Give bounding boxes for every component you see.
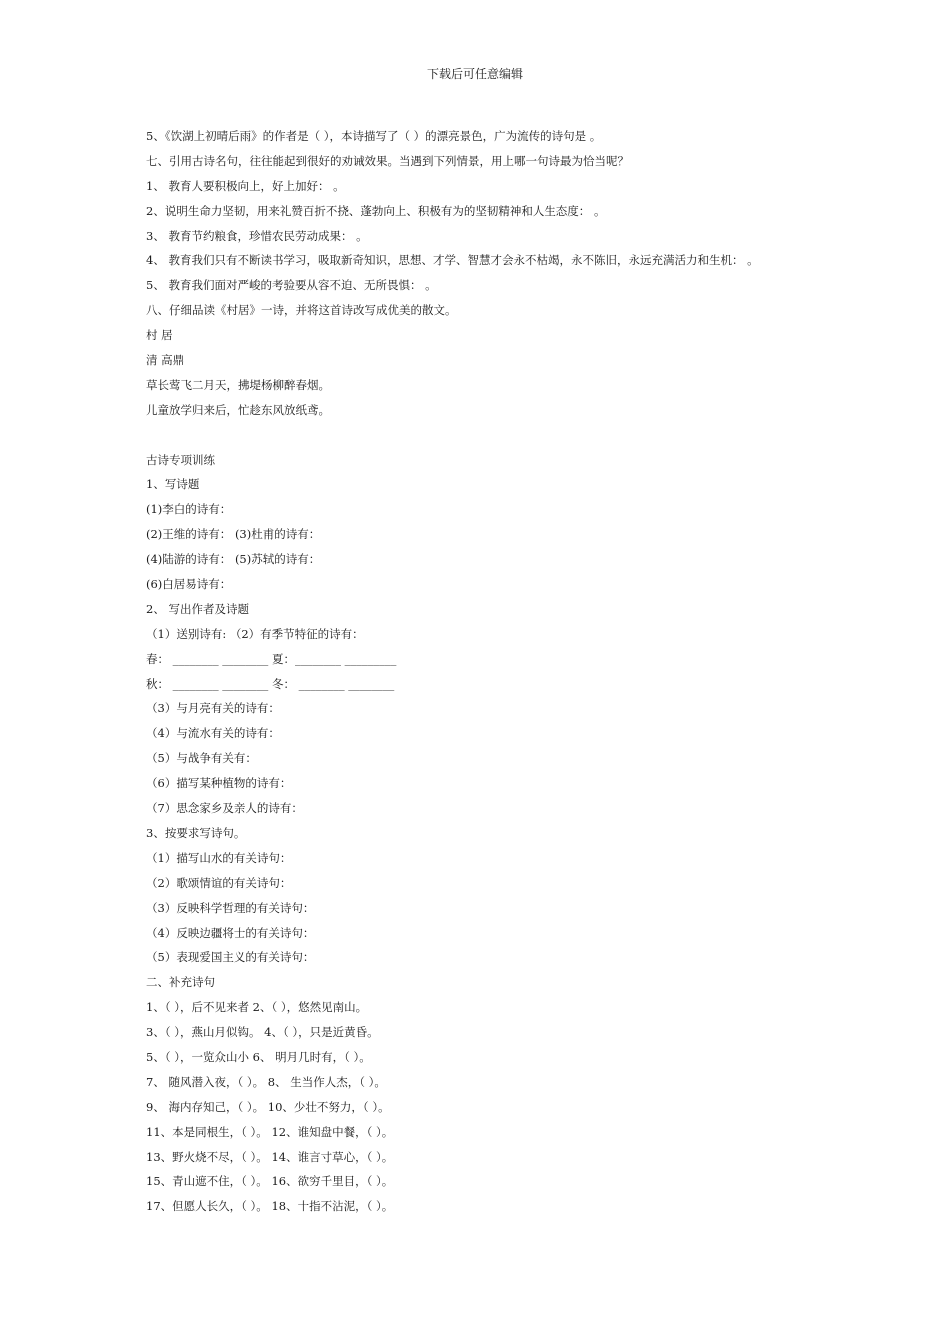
part-3-item-3: （3）反映科学哲理的有关诗句： — [146, 900, 315, 915]
part-2-item-6: （6）描写某种植物的诗有： — [146, 776, 292, 791]
part-2-item-5: （5）与战争有关有： — [146, 751, 257, 766]
fill-in-3-4: 3、（ ），燕山月似钩。 4、（ ），只是近黄昏。 — [146, 1025, 379, 1040]
part-3-item-5: （5）表现爱国主义的有关诗句： — [146, 950, 315, 965]
part-3-heading: 3、按要求写诗句。 — [146, 825, 246, 840]
question-5-text: 5、《饮湖上初晴后雨》的作者是（ ），本诗描写了（ ）的漂亮景色，广为流传的诗句是 。 — [146, 129, 602, 143]
part-2-item-7: （7）思念家乡及亲人的诗有： — [146, 801, 303, 816]
section-7-item-1: 1、 教育人要积极向上，好上加好： 。 — [146, 178, 345, 193]
part-3-item-4: （4）反映边疆将士的有关诗句： — [146, 925, 315, 940]
section-7-heading: 七、引用古诗名句，往往能起到很好的劝诫效果。当遇到下列情景，用上哪一句诗最为恰当呢？ — [146, 153, 629, 168]
section-7-item-4: 4、 教育我们只有不断读书学习，吸取新奇知识，思想、才学、智慧才会永不枯竭，永不陈旧，永远充满活力和生机： 。 — [146, 253, 759, 268]
section-8-heading: 八、仔细品读《村居》一诗，并将这首诗改写成优美的散文。 — [146, 303, 457, 318]
fill-in-1-2: 1、（ ），后不见来者 2、（ ），悠然见南山。 — [146, 1000, 368, 1015]
training-title: 古诗专项训练 — [146, 452, 215, 467]
fill-in-7-8: 7、 随风潜入夜，（ ）。 8、 生当作人杰，（ ）。 — [146, 1074, 386, 1089]
fill-in-heading: 二、补充诗句 — [146, 975, 215, 990]
fill-in-5-6: 5、（ ），一览众山小 6、 明月几时有，（ ）。 — [146, 1049, 371, 1064]
part-1-item-li-bai: (1)李白的诗有： — [146, 502, 232, 517]
fill-in-15-16: 15、青山遮不住，（ ）。 16、欲穷千里目，（ ）。 — [146, 1174, 394, 1189]
section-7-item-5: 5、 教育我们面对严峻的考验要从容不迫、无所畏惧： 。 — [146, 278, 437, 293]
part-1-item-wang-du: (2)王维的诗有： (3)杜甫的诗有： — [146, 527, 321, 542]
fill-in-11-12: 11、本是同根生，（ ）。 12、谁知盘中餐，（ ）。 — [146, 1124, 394, 1139]
blank-line — [146, 427, 846, 443]
fill-in-13-14: 13、野火烧不尽，（ ）。 14、谁言寸草心，（ ）。 — [146, 1149, 394, 1164]
part-2-heading: 2、 写出作者及诗题 — [146, 601, 249, 616]
poem-title: 村 居 — [146, 328, 173, 343]
season-spring-summer: 春： ________ ________ 夏：________ _________ — [146, 651, 397, 666]
poem-line-1: 草长莺飞二月天，拂堤杨柳醉春烟。 — [146, 377, 330, 392]
section-7-item-3: 3、 教育节约粮食，珍惜农民劳动成果： 。 — [146, 228, 368, 243]
page-header: 下载后可任意编辑 — [426, 67, 523, 81]
part-1-item-bai: (6)白居易诗有： — [146, 577, 232, 592]
part-1-item-lu-su: (4)陆游的诗有： (5)苏轼的诗有： — [146, 552, 321, 567]
part-2-item-4: （4）与流水有关的诗有： — [146, 726, 280, 741]
part-2-item-1-2: （1）送别诗有: （2）有季节特征的诗有： — [146, 626, 364, 641]
season-autumn-winter: 秋： ________ ________ 冬： ________ ________ — [146, 676, 395, 691]
document-body — [146, 128, 846, 1223]
poem-author: 清 高鼎 — [146, 353, 185, 368]
poem-line-2: 儿童放学归来后，忙趁东风放纸鸢。 — [146, 402, 330, 417]
part-3-item-2: （2）歌颂情谊的有关诗句： — [146, 875, 292, 890]
fill-in-17-18: 17、但愿人长久，（ ）。 18、十指不沾泥，（ ）。 — [146, 1199, 394, 1214]
part-2-item-3: （3）与月亮有关的诗有： — [146, 701, 280, 716]
fill-in-9-10: 9、 海内存知己，（ ）。 10、少壮不努力，（ ）。 — [146, 1099, 390, 1114]
part-1-heading: 1、写诗题 — [146, 477, 200, 492]
part-3-item-1: （1）描写山水的有关诗句： — [146, 850, 292, 865]
section-7-item-2: 2、说明生命力坚韧，用来礼赞百折不挠、蓬勃向上、积极有为的坚韧精神和人生态度： 。 — [146, 203, 606, 218]
